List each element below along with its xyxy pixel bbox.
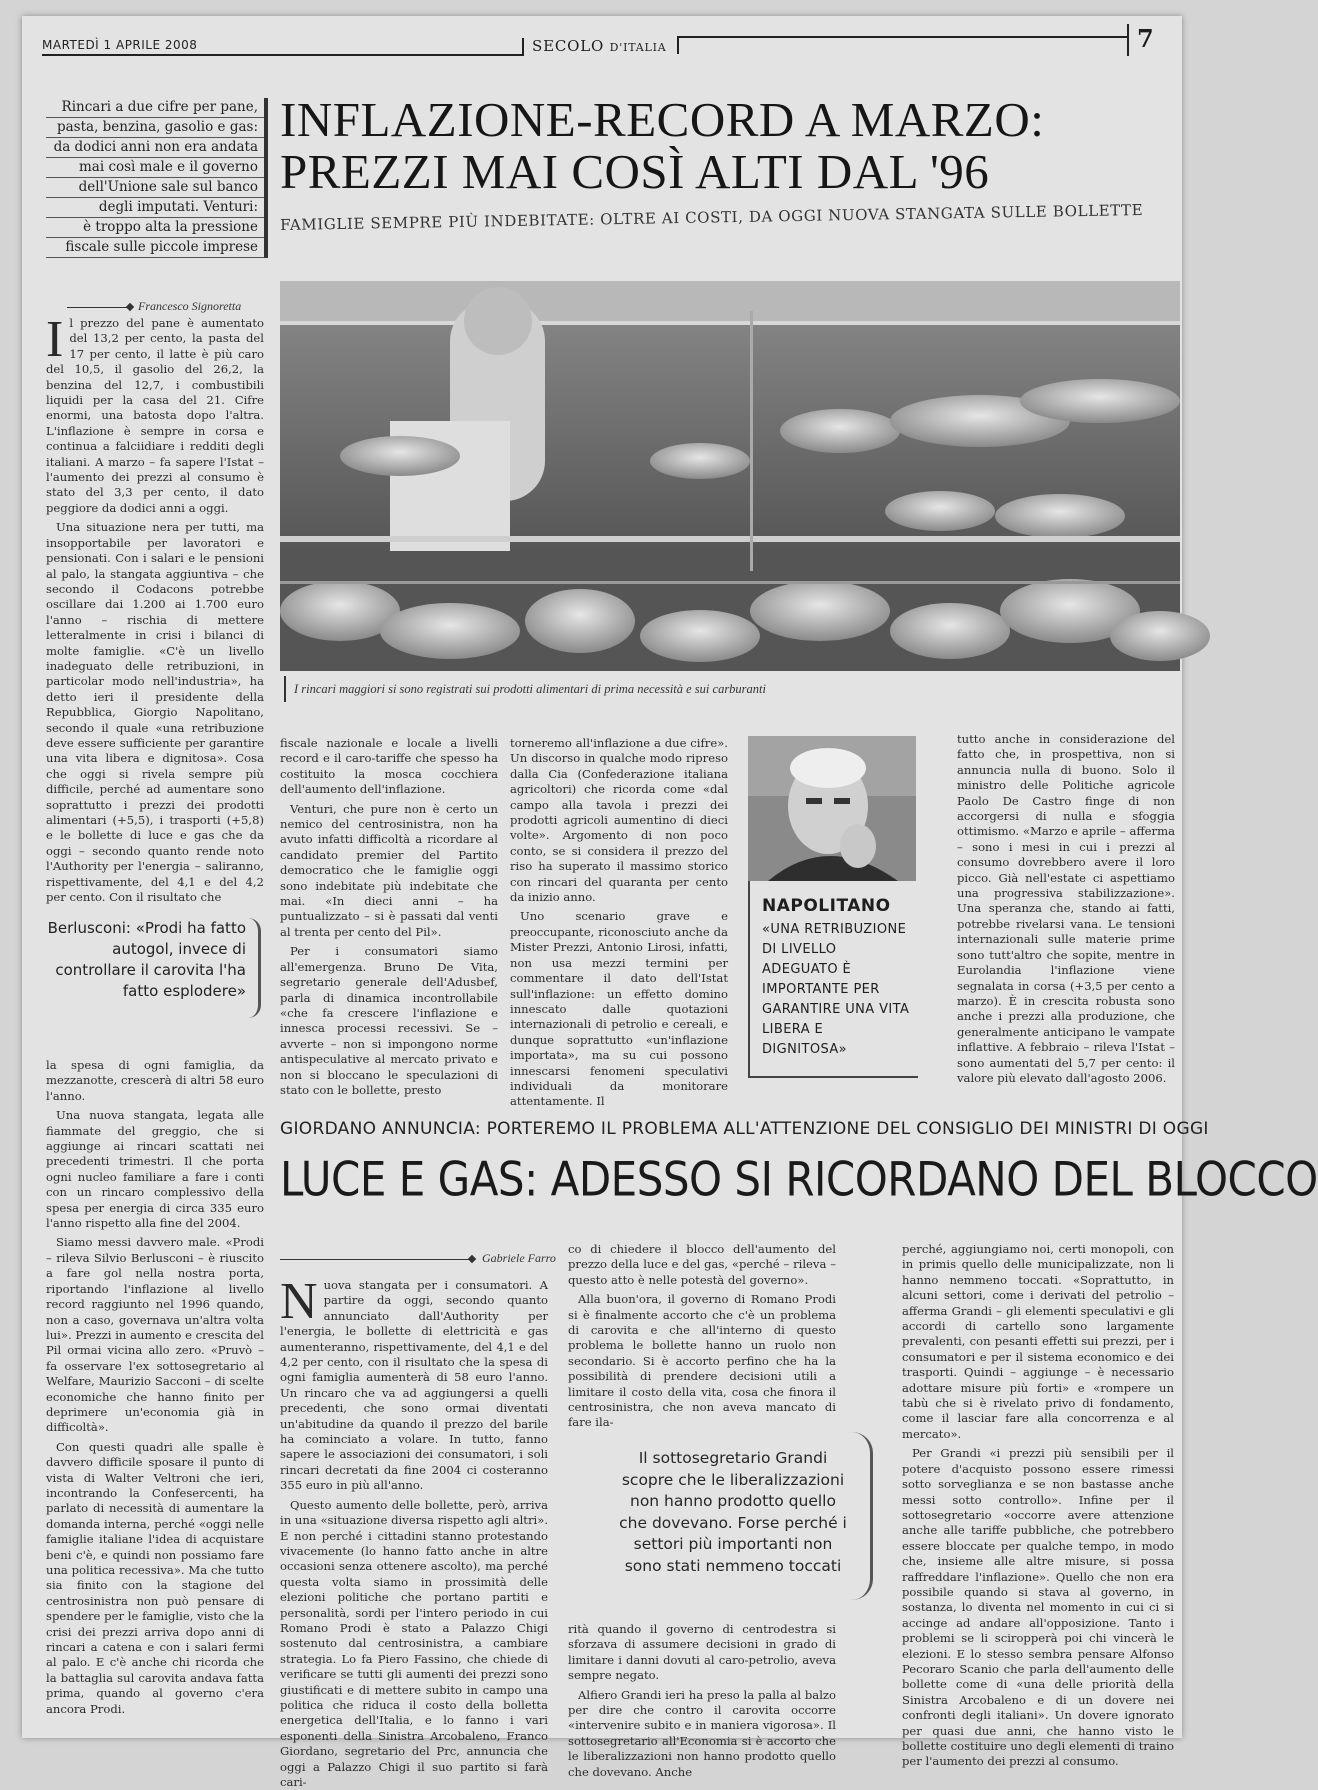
col1-paragraph-1: l prezzo del pane è aumentato del 13,2 per cento, la pasta del 17 per cento, il latte è più caro del 10,5, il gasolio del 26,2, la benzina del 12,7, i combustibili liquidi per la casa del 21. Cifre enormi, una batosta dopo l'altra. L'inflazione è sempre in corsa e continua a falciidiare i redditi degli italiani. A marzo – fa sapere l'Istat – l'aumento dei prezzi al consumo è stato del 3,3 per cento, il dato peggiore da dodici anni a oggi. (46, 316, 264, 515)
newspaper-page (22, 16, 1318, 1789)
main-byline: Francesco Signoretta (138, 299, 242, 313)
main-article-col2 (280, 736, 498, 1097)
main-article-col1-continued (46, 1058, 264, 1728)
main-headline (280, 94, 1160, 198)
pullquote-bracket (852, 1432, 873, 1600)
caption-rule (284, 676, 286, 702)
berlusconi-quote: Berlusconi: «Prodi ha fatto autogol, invece di controllare il carovita l'ha fatto esplodere» (47, 919, 246, 1000)
second-byline-rule (280, 1259, 470, 1260)
main-subhead: FAMIGLIE SEMPRE PIÙ INDEBITATE: OLTRE AI COSTI, DA OGGI NUOVA STANGATA SULLE BOLLETTE (280, 200, 1144, 234)
col1-paragraph-6: Con questi quadri alle spalle è davvero difficile sposare il punto di vista di Walter Veltroni che ieri, incontrando la Confesercenti, ha parlato di necessità di aumentare la domanda interna, perché «oggi nelle famiglie italiane l'idea di acquistare beni c'è, e quindi non possiamo fare una politica recessiva». Ma che tutto sia finito con la stagione del centrosinistra non può pensare di spendere per le famiglie, visto che la crisi dei prezzi arriva dopo anni di rincari a catena e con i salari fermi al palo. E c'è anche chi ricorda che la battaglia sul carovita andava fatta prima, quando al governo c'era ancora Prodi. (46, 1439, 264, 1716)
col2-paragraph-3: Per i consumatori siamo all'emergenza. Bruno De Vita, segretario generale dell'Adusbef, parla di dinamica incontrollabile «che fa crescere l'inflazione e innesca processi recessivi. Se – avverte – non si impongono norme antispeculative al mercato privato e non si bloccano le speculazioni di stato con le bollette, presto (280, 944, 498, 1097)
second-byline-diamond-icon (468, 1255, 476, 1263)
bakery-photo (280, 281, 1180, 671)
col4-paragraph-1: tutto anche in considerazione del fatto che, in prospettiva, non si annuncia nulla di buono. Solo il ministro delle Politiche agricole Paolo De Castro finge di non accorgersi di nulla e sfoggia ottimismo. «Marzo e aprile – afferma – sono i mesi in cui i prezzi al consumo dovrebbero avere il loro picco. Già nell'estate ci aspettiamo una progressiva stabilizzazione». Una speranza che, stando ai fatti, potrebbe rivelarsi vana. Le tensioni internazionali sulle materie prime sono tutt'altro che sopite, mentre in Eurolandia l'inflazione viene segnalata in corsa (+3,5 per cento a marzo). È in crescita robusta sono anche i prezzi alla produzione, che generalmente anticipano le vampate inflattive. A febbraio – rileva l'Istat – sono aumentati del 5,7 per cento: il valore più elevato dall'agosto 2006. (957, 732, 1175, 1085)
col2-paragraph-2: Venturi, che pure non è certo un nemico del centrosinistra, non ha avuto infatti difficoltà a ricordare al candidato premier del Partito democratico che le famiglie oggi sono indebitate più indebitate che mai. «In dieci anni – ha puntualizzato – si è passati dal venti al trenta per cento del Pil». (280, 801, 498, 939)
second-col2-paragraph-2: Alla buon'ora, il governo di Romano Prodi si è finalmente accorto che c'è un problema di carovita e che all'interno di questo problema le bollette hanno un ruolo non secondario. Si è accorto perfino che ha la possibilità di prendere decisioni utili a limitare il costo della vita, cosa che finora il centrosinistra, che non aveva mancato di fare ila- (568, 1292, 836, 1430)
grandi-pullquote: Il sottosegretario Grandi scopre che le liberalizzazioni non hanno prodotto quello che dovevano. Forse perché i settori più importanti non sono stati nemmeno toccati (619, 1449, 847, 1575)
second-col2-paragraph-3: rità quando il governo di centrodestra si sforzava di assumere decisioni in grado di limitare i danni dovuti al caro-petrolio, aveva sempre negato. (568, 1622, 836, 1683)
second-col2-paragraph-4: Alfiero Grandi ieri ha preso la palla al balzo per dire che contro il carovita occorre «intervenire subito e in maniera vigorosa». Il sottosegretario all'Economia si è accorto che le liberalizzazioni non hanno prodotto quello che dovevano. Anche (568, 1687, 836, 1779)
col1-paragraph-4: Una nuova stangata, legata alle fiammate del greggio, che si aggiunge ai rincari scattati nei precedenti trimestri. Il che porta ogni nucleo familiare a fare i conti con un rincaro complessivo della spesa per energia di circa 335 euro l'anno rispetto alla fine del 2004. (46, 1108, 264, 1231)
second-kicker: GIORDANO ANNUNCIA: PORTEREMO IL PROBLEMA ALL'ATTENZIONE DEL CONSIGLIO DEI MINISTRI DI OGGI (280, 1119, 1209, 1139)
second-article-col2-continued (568, 1622, 836, 1779)
header-rule-left (42, 54, 522, 56)
second-col1-paragraph-2: Questo aumento delle bollette, però, arriva in una «situazione diversa rispetto agli altri». E non perché i cittadini stanno protestando vivacemente (lo hanno fatto anche in altre occasioni senza ottenere ascolto), ma perché questa volta siamo in prossimità delle elezioni politiche che portano partiti e personalità, sordi per l'intero periodo in cui Romano Prodi è stato a Palazzo Chigi sostenuto dal centrosinistra, a cambiare strategia. Lo fa Piero Fassino, che chiede di verificare se tutti gli aumenti dei prezzi sono giustificati e di mettere subito in campo una politica che riduca il costo della bolletta energetica dell'Italia, e lo fanno i vari esponenti della Sinistra Arcobaleno, Franco Giordano, segretario del Prc, annuncia che oggi a Palazzo Chigi il suo partito si farà cari- (280, 1497, 548, 1789)
second-article-col1 (280, 1273, 548, 1789)
summary-line: degli imputati. Venturi: (46, 198, 264, 218)
byline-rule (67, 307, 129, 308)
photo-caption: I rincari maggiori si sono registrati sui prodotti alimentari di prima necessità e sui carburanti (294, 682, 766, 696)
byline-diamond-icon (126, 303, 134, 311)
main-article-col3 (510, 736, 728, 1109)
quote-bracket (248, 918, 261, 1018)
napolitano-title: NAPOLITANO (762, 896, 891, 916)
header-date: MARTEDÌ 1 APRILE 2008 (42, 38, 198, 52)
second-byline: Gabriele Farro (482, 1251, 556, 1265)
summary-box (46, 98, 268, 258)
second-col3-paragraph-1: perché, aggiungiamo noi, certi monopoli, con in primis quello delle municipalizzate, non li hanno nemmeno toccati. «Soprattutto, in alcuni settori, come i derivati del petrolio – afferma Grandi – gli elementi speculativi e gli accordi di cartello sono largamente prevalenti, con pesanti effetti sui prezzi, per i consumatori e per il sistema economico e dei trasporti. Quindi – aggiunge – è necessario adottare misure più forti» e «rompere un tabù che si è rivelato privo di fondamento, come il lasciar fare alla concorrenza e al mercato». (902, 1242, 1174, 1441)
summary-line: fiscale sulle piccole imprese (46, 238, 264, 258)
header-divider-right (677, 36, 679, 54)
col1-paragraph-5: Siamo messi davvero male. «Prodi – rileva Silvio Berlusconi – è riuscito a fare gol nella nostra porta, riportando l'inflazione al livello record raggiunto nel 1996 quando, non a caso, governava un'altra volta lui». Prezzi in aumento e crescita del Pil ormai vicina allo zero. «Pruvò – fa osservare l'ex sottosegretario al Welfare, Maurizio Sacconi – di scelte economiche che hanno finito per deprimere un'economia già in difficoltà». (46, 1235, 264, 1435)
summary-line: è troppo alta la pressione (46, 218, 264, 238)
header-rule-right (677, 36, 1127, 38)
second-col1-paragraph-1: uova stangata per i consumatori. A partire da oggi, secondo quanto annunciato dall'Authority per l'energia, le bollette di elettricità e gas aumenteranno, rispettivamente, del 4,1 e del 4,2 per cento, con il risultato che la spesa di ogni famiglia aumenterà di 58 euro l'anno. Un rincaro che va ad aggiungersi a quelli precedenti, che sono ormai diventati un'abitudine da quando il prezzo del barile ha cominciato a volare. In tutto, fanno sapere le associazioni dei consumatori, i soli rincari decretati da fine 2004 ci costeranno 355 euro in più all'anno. (280, 1278, 548, 1493)
summary-line: mai così male e il governo (46, 158, 264, 178)
dropcap-n: N (280, 1273, 318, 1330)
page-number: 7 (1137, 24, 1154, 53)
main-headline-line1: INFLAZIONE-RECORD A MARZO: (280, 92, 1045, 147)
header-divider (522, 38, 524, 56)
summary-line: da dodici anni non era andata (46, 138, 264, 158)
page-number-rule (1127, 24, 1129, 56)
napolitano-quote: «UNA RETRIBUZIONE DI LIVELLO ADEGUATO È IMPORTANTE PER GARANTIRE UNA VITA LIBERA E DIGNITOSA» (762, 922, 910, 1057)
second-col3-paragraph-2: Per Grandi «i prezzi più sensibili per il potere d'acquisto possono essere rimessi sotto sorveglianza e se non bastasse anche messi sotto controllo». Infine per il sottosegretario «occorre avere attenzione anche alle tariffe pubbliche, che potrebbero essere bloccate per qualche tempo, in modo che, insieme alle altre misure, si possa raffreddare l'inflazione». Quello che non era possibile quando si stava al governo, in sostanza, lo diventa nel momento in cui ci si accinge ad andare all'opposizione. Tanto i problemi se li sciropperà poi chi vincerà le elezioni. E lo stesso sembra pensare Alfonso Pecoraro Scanio che parla dell'aumento delle bollette come di «una delle priorità della Sinistra Arcobaleno e di un dovere nei confronti degli italiani». Un dovere ignorato per quasi due anni, che hanno visto le bollette costituire uno degli elementi di traino per l'aumento dei prezzi al consumo. (902, 1446, 1174, 1769)
main-article-col4 (957, 732, 1175, 1088)
napolitano-portrait (748, 736, 916, 881)
col1-paragraph-2: Una situazione nera per tutti, ma insopportabile per lavoratori e pensionati. Con i salari e le pensioni al palo, la stangata aggiuntiva – che secondo il Codacons potrebbe oscillare dai 1.200 ai 1.700 euro l'anno – rischia di mettere letteralmente in crisi i bilanci di molte famiglie. «C'è un livello inadeguato delle retribuzioni, in particolar modo nell'industria», ha detto ieri il presidente della Repubblica, Giorgio Napolitano, secondo il quale «una retribuzione deve essere sufficiente per garantire una vita libera e dignitosa». Cosa che oggi si rivela sempre più difficile, perché ad aumentare sono soprattutto i prezzi dei prodotti alimentari (+5,5), i trasporti (+5,8) e le bollette di luce e gas che da oggi – secondo quanto rende noto l'Authority per l'energia – saliranno, rispettivamente, del 4,1 e del 4,2 per cento. Con il risultato che (46, 520, 264, 905)
header-paper-name: SECOLO D'ITALIA (532, 37, 667, 55)
second-article-col2 (568, 1242, 836, 1430)
second-article-col3 (902, 1242, 1174, 1769)
summary-line: pasta, benzina, gasolio e gas: (46, 118, 264, 138)
napolitano-photo (748, 736, 916, 881)
dropcap-i: I (46, 311, 64, 368)
second-col2-paragraph-1: co di chiedere il blocco dell'aumento del prezzo della luce e del gas, «perché – rileva – questo atto è nelle potestà del governo». (568, 1242, 836, 1287)
main-article-col1 (46, 311, 264, 909)
second-headline: LUCE E GAS: ADESSO SI RICORDANO DEL BLOCCO (280, 1152, 1318, 1207)
col2-paragraph-1: fiscale nazionale e locale a livelli record e il caro-tariffe che spesso ha costituito la mosca cocchiera dell'aumento dell'inflazione. (280, 736, 498, 797)
summary-line: dell'Unione sale sul banco (46, 178, 264, 198)
main-headline-line2: PREZZI MAI COSÌ ALTI DAL '96 (280, 144, 990, 199)
col3-paragraph-1: torneremo all'inflazione a due cifre». Un discorso in qualche modo ripreso dalla Cia (Confederazione italiana agricoltori) che ricorda come «dal campo alla tavola i prezzi dei prodotti agricoli aumentino di dieci volte». Argomento di non poco conto, se si considera il prezzo del riso ha superato il massimo storico con rincari del quaranta per cento da inizio anno. (510, 736, 728, 905)
col1-paragraph-3: la spesa di ogni famiglia, da mezzanotte, crescerà di altri 58 euro l'anno. (46, 1058, 264, 1103)
summary-line: Rincari a due cifre per pane, (46, 98, 264, 118)
bakery-photo-illustration (280, 281, 1180, 671)
col3-paragraph-2: Uno scenario grave e preoccupante, riconosciuto anche da Mister Prezzi, Antonio Lirosi, infatti, non usa mezzi termini per commentare il dato dell'Istat sull'inflazione: un effetto domino innescato dalle quotazioni internazionali di petrolio e cereali, e dunque soprattutto «un'inflazione importata», ma su cui possono innescarsi fenomeni speculativi individuali da monitorare attentamente. Il (510, 909, 728, 1109)
